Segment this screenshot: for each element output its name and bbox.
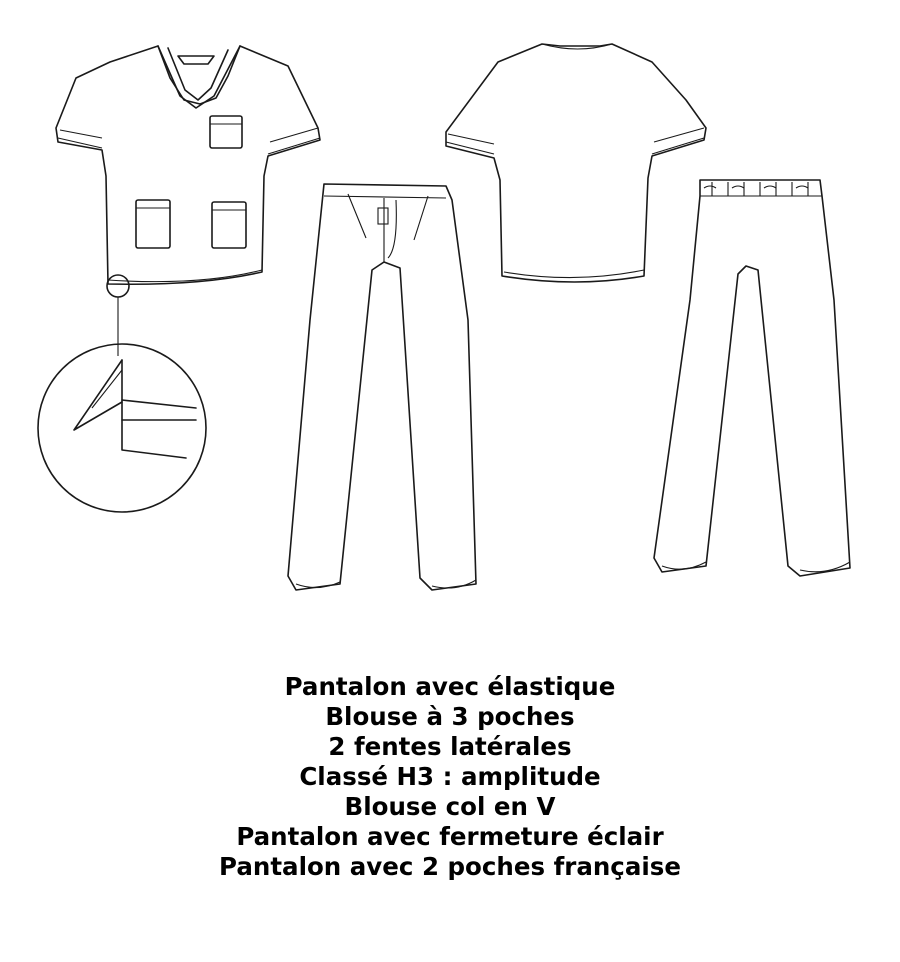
feature-three-pockets: Blouse à 3 poches bbox=[325, 702, 575, 731]
feature-zip-trousers: Pantalon avec fermeture éclair bbox=[236, 822, 664, 851]
side-slit-detail-callout bbox=[38, 275, 206, 512]
front-tunic-v-neck bbox=[56, 46, 320, 284]
feature-side-slits: 2 fentes latérales bbox=[328, 732, 572, 761]
feature-v-neck: Blouse col en V bbox=[344, 792, 556, 821]
back-trousers-elastic bbox=[654, 180, 850, 576]
feature-elastic-trousers: Pantalon avec élastique bbox=[284, 672, 616, 701]
feature-list bbox=[0, 672, 900, 882]
front-trousers-zip bbox=[288, 184, 476, 590]
feature-french-pockets: Pantalon avec 2 poches française bbox=[219, 852, 681, 881]
feature-h3-class: Classé H3 : amplitude bbox=[299, 762, 601, 791]
back-tunic bbox=[446, 44, 706, 282]
